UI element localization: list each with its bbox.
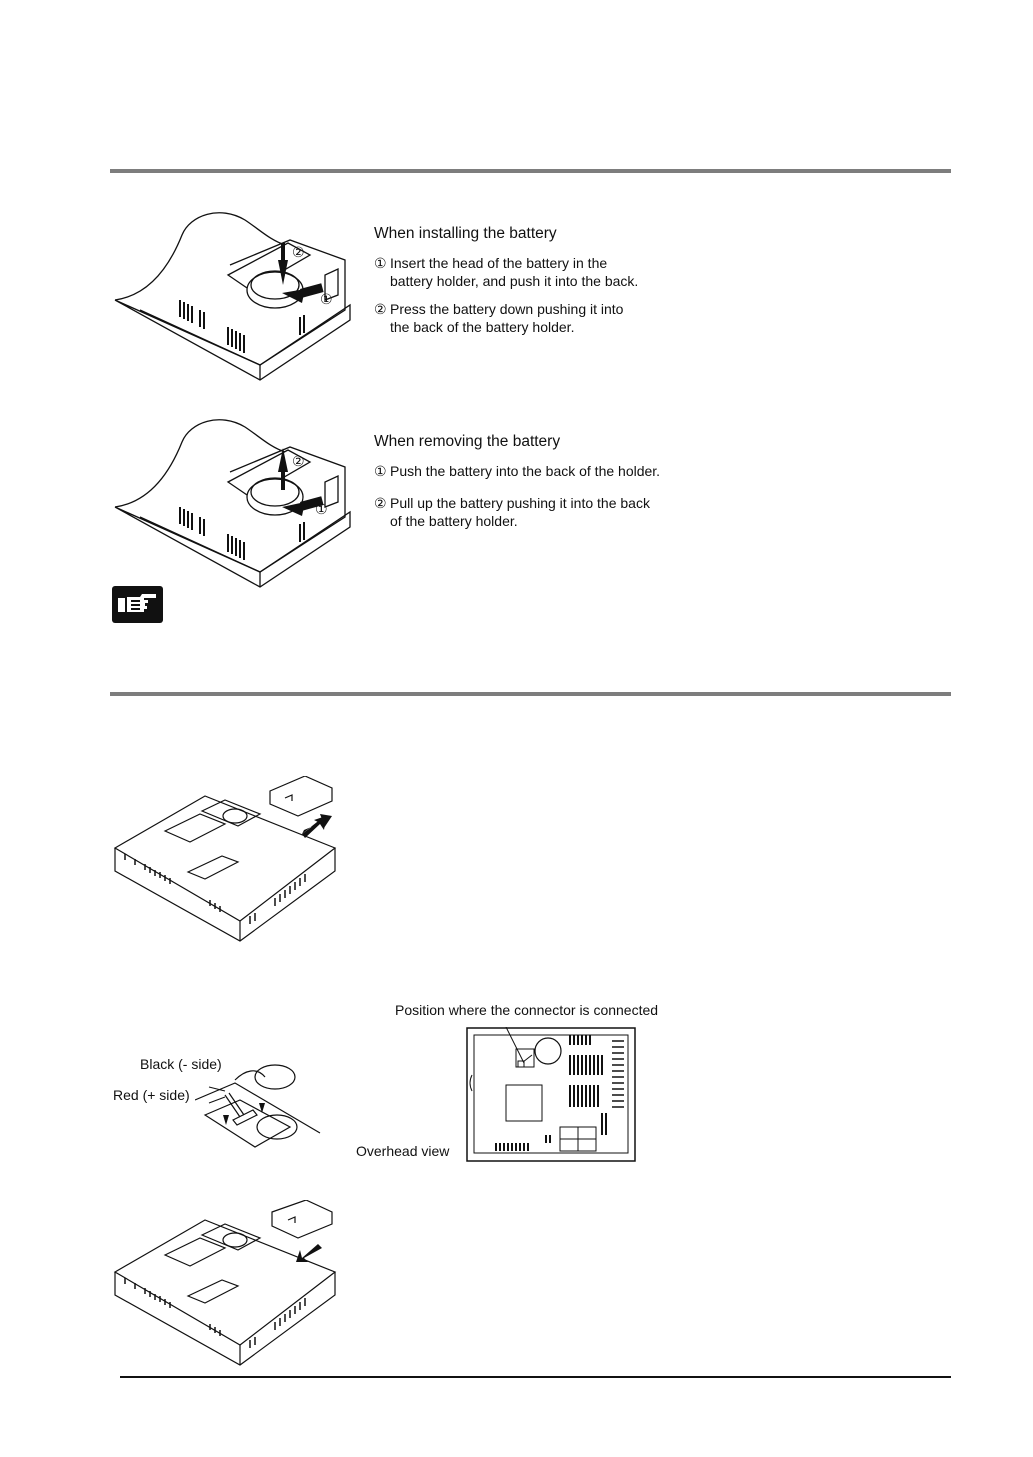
remove-step-2-line-1: Pull up the battery pushing it into the back [390,495,650,511]
remove-step-1 [374,462,660,480]
remove-fig-marker-2: ② [292,454,305,470]
remove-cover-illustration [110,776,350,946]
install-step-1 [374,254,638,272]
remove-step-2 [374,494,660,512]
install-fig-marker-2: ② [292,245,305,261]
remove-step-1-number: ① [374,463,387,479]
battery-connector-illustration [195,1055,325,1165]
footer-rule [120,1376,951,1378]
install-fig-marker-1: ① [320,292,333,308]
remove-battery-illustration [110,412,360,592]
install-step-2-line-1: Press the battery down pushing it into [390,301,624,317]
remove-step-1-line-1: Push the battery into the back of the holder. [390,463,661,479]
remove-step-2-line-2: of the battery holder. [390,513,518,529]
section-divider-middle [110,692,951,696]
install-heading: When installing the battery [374,225,557,242]
install-battery-illustration [110,205,360,385]
black-wire-label: Black (- side) [140,1056,222,1072]
install-step-2-number: ② [374,301,387,317]
remove-heading: When removing the battery [374,433,561,450]
section-divider-top [110,169,951,173]
remove-instructions [374,432,660,530]
remove-step-2-number: ② [374,495,387,511]
install-step-1-number: ① [374,255,387,271]
install-step-2 [374,300,638,318]
attach-cover-illustration [110,1200,350,1370]
install-step-2-line-2: the back of the battery holder. [390,319,575,335]
pointing-hand-icon [112,586,163,623]
install-step-1-line-2: battery holder, and push it into the back. [390,273,639,289]
remove-fig-marker-1: ① [315,502,328,518]
red-wire-label: Red (+ side) [113,1087,190,1103]
overhead-view-diagram [466,1027,636,1162]
install-step-1-line-1: Insert the head of the battery in the [390,255,608,271]
connector-position-label: Position where the connector is connected [395,1002,659,1018]
overhead-view-label: Overhead view [356,1143,450,1159]
install-instructions [374,224,638,336]
